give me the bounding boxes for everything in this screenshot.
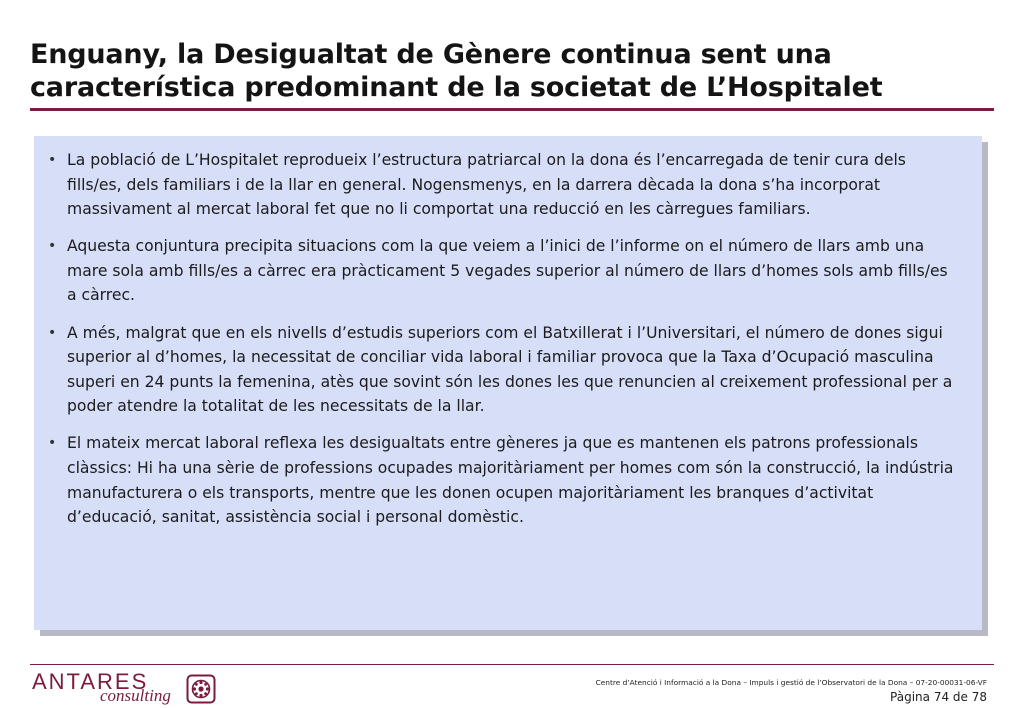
page-title [30, 38, 1000, 104]
bullet-item [48, 148, 962, 222]
bullet-text: Aquesta conjuntura precipita situacions com la que veiem a l’inici de l’informe on el número de llars amb una mare sola amb fills/es a càrrec era pràcticament 5 vegades superior al número de llars d’homes sols amb fills/es a càrrec. [67, 237, 948, 305]
bullet-icon: • [48, 435, 57, 452]
page-number: Pàgina 74 de 78 [890, 690, 987, 704]
bullet-text: La població de L’Hospitalet reprodueix l’estructura patriarcal on la dona és l’encarregada de tenir cura dels fills/es, dels familiars i de la llar en general. Nogensmenys, en la darrera dècada la dona s’ha incorporat massivament al mercat laboral fet que no li comportat una reducció en les càrregues familiars. [67, 151, 906, 219]
bullet-item [48, 431, 962, 529]
company-logo-tagline: consulting [100, 686, 171, 705]
page-title-line-2: característica predominant de la societat de L’Hospitalet [30, 72, 883, 103]
logo-emblem-icon [186, 674, 216, 704]
bullet-text: El mateix mercat laboral reflexa les desigualtats entre gèneres ja que es mantenen els patrons professionals clàssics: Hi ha una sèrie de professions ocupades majoritàriament per homes com són la construcció, la indústria manufacturera o els transports, mentre que les donen ocupen majoritàriament les branques d’activitat d’educació, sanitat, assistència social i personal domèstic. [67, 434, 954, 527]
content-panel [34, 136, 982, 630]
page-title-line-1: Enguany, la Desigualtat de Gènere continua sent una [30, 39, 832, 70]
bullet-text: A més, malgrat que en els nivells d’estudis superiors com el Batxillerat i l’Universitari, el número de dones sigui superior al d’homes, la necessitat de conciliar vida laboral i familiar provoca que la Taxa d’Ocupació masculina superi en 24 punts la femenina, atès que sovint són les dones les que renuncien al creixement professional per a poder atendre la totalitat de les necessitats de la llar. [67, 323, 953, 416]
bullet-icon: • [48, 238, 57, 255]
footer-reference: Centre d’Atenció i Informació a la Dona – Impuls i gestió de l’Observatori de la Dona – 07-20-00031-06-VF [595, 678, 987, 687]
bullet-icon: • [48, 152, 57, 168]
company-logo-wordmark: ANTARES [32, 669, 149, 694]
bullet-item [48, 321, 962, 419]
title-divider [30, 108, 994, 111]
bullet-item [48, 234, 962, 308]
footer-divider [30, 664, 994, 665]
bullet-icon: • [48, 324, 57, 341]
bullet-list [48, 148, 962, 530]
